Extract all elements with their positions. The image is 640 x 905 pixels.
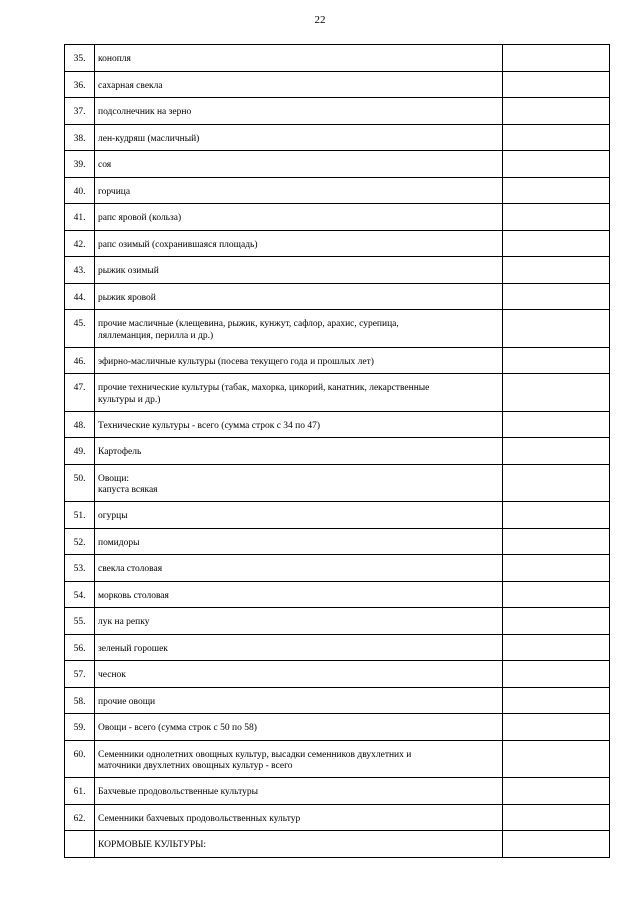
- value-cell: [503, 804, 610, 831]
- table-row: [65, 347, 610, 374]
- row-number: 42.: [65, 230, 95, 257]
- crop-name-line: рыжик яровой: [98, 292, 156, 303]
- table-row: [65, 502, 610, 529]
- table-row: [65, 374, 610, 412]
- crop-name-cell: [95, 124, 503, 151]
- crop-name-line: Бахчевые продовольственные культуры: [98, 787, 259, 797]
- value-cell: [503, 581, 610, 608]
- table-row: [65, 740, 610, 778]
- crop-name-line: рапс яровой (кольза): [98, 213, 182, 223]
- crop-name-cell: [95, 740, 503, 778]
- row-number: 43.: [65, 257, 95, 284]
- value-cell: [503, 687, 610, 714]
- crop-name-cell: [95, 464, 503, 502]
- row-number: 47.: [65, 374, 95, 412]
- table-row: [65, 45, 610, 72]
- crop-name-cell: [95, 45, 503, 72]
- table-row: [65, 124, 610, 151]
- crop-name-cell: [95, 98, 503, 125]
- row-number: 46.: [65, 347, 95, 374]
- table-row: [65, 283, 610, 310]
- table-row: [65, 687, 610, 714]
- table-row: [65, 581, 610, 608]
- value-cell: [503, 502, 610, 529]
- crop-name-cell: [95, 438, 503, 465]
- value-cell: [503, 257, 610, 284]
- crop-name-cell: [95, 347, 503, 374]
- crop-name-line: лук на репку: [98, 617, 150, 627]
- value-cell: [503, 98, 610, 125]
- row-number: 48.: [65, 411, 95, 438]
- crop-name-cell: [95, 374, 503, 412]
- crop-name-line: чеснок: [98, 670, 126, 680]
- crop-name-line: прочие овощи: [98, 696, 156, 707]
- crop-name-line: сахарная свекла: [98, 80, 163, 91]
- table-row: [65, 257, 610, 284]
- row-number: 61.: [65, 778, 95, 805]
- crop-name-line: культуры и др.): [98, 394, 161, 405]
- table-row: [65, 464, 610, 502]
- table-row: [65, 230, 610, 257]
- crop-name-cell: [95, 230, 503, 257]
- value-cell: [503, 831, 610, 858]
- row-number: 37.: [65, 98, 95, 125]
- row-number: 54.: [65, 581, 95, 608]
- value-cell: [503, 714, 610, 741]
- crop-name-cell: [95, 714, 503, 741]
- crop-name-cell: [95, 555, 503, 582]
- crop-name-cell: [95, 608, 503, 635]
- crop-name-cell: [95, 528, 503, 555]
- value-cell: [503, 230, 610, 257]
- value-cell: [503, 528, 610, 555]
- crop-name-cell: [95, 804, 503, 831]
- table-row: [65, 714, 610, 741]
- value-cell: [503, 438, 610, 465]
- table-row: [65, 831, 610, 858]
- crop-name-line: эфирно-масличные культуры (посева текущего года и прошлых лет): [98, 356, 374, 367]
- crop-name-cell: [95, 257, 503, 284]
- table-row: [65, 151, 610, 178]
- crop-name-line: конопля: [98, 54, 131, 64]
- row-number: 35.: [65, 45, 95, 72]
- table-row: [65, 71, 610, 98]
- row-number: 53.: [65, 555, 95, 582]
- table-row: [65, 528, 610, 555]
- crop-name-line: помидоры: [98, 537, 140, 548]
- row-number: 51.: [65, 502, 95, 529]
- value-cell: [503, 411, 610, 438]
- crop-name-line: капуста всякая: [98, 485, 158, 495]
- crop-name-line: маточники двухлетних овощных культур - всего: [98, 761, 293, 771]
- table-row: [65, 608, 610, 635]
- row-number: 40.: [65, 177, 95, 204]
- crop-name-cell: [95, 411, 503, 438]
- table-row: [65, 98, 610, 125]
- crop-name-line: ляллеманция, перилла и др.): [98, 330, 214, 341]
- crop-name-cell: [95, 310, 503, 348]
- crop-name-line: лен-кудряш (масличный): [98, 133, 200, 144]
- row-number: 49.: [65, 438, 95, 465]
- crop-name-cell: [95, 283, 503, 310]
- crop-name-line: прочие масличные (клещевина, рыжик, кунжут, сафлор, арахис, сурепица,: [98, 319, 399, 329]
- row-number: 36.: [65, 71, 95, 98]
- page-number: 22: [314, 14, 326, 26]
- value-cell: [503, 177, 610, 204]
- value-cell: [503, 464, 610, 502]
- table-row: [65, 634, 610, 661]
- crop-name-line: КОРМОВЫЕ КУЛЬТУРЫ:: [98, 840, 207, 850]
- crop-name-line: Технические культуры - всего (сумма строк с 34 по 47): [98, 420, 321, 431]
- value-cell: [503, 124, 610, 151]
- table-row: [65, 204, 610, 231]
- crop-name-line: Овощи:: [98, 473, 130, 484]
- crop-name-cell: [95, 634, 503, 661]
- crop-name-line: рапс озимый (сохранившаяся площадь): [98, 239, 258, 250]
- row-number: 58.: [65, 687, 95, 714]
- crop-name-line: Картофель: [98, 447, 142, 457]
- crop-name-cell: [95, 71, 503, 98]
- crop-name-cell: [95, 204, 503, 231]
- crop-name-cell: [95, 177, 503, 204]
- crop-name-line: Семенники бахчевых продовольственных культур: [98, 813, 301, 824]
- crop-name-line: прочие технические культуры (табак, махорка, цикорий, канатник, лекарственные: [98, 383, 430, 393]
- row-number: 45.: [65, 310, 95, 348]
- row-number: 62.: [65, 804, 95, 831]
- crop-name-cell: [95, 151, 503, 178]
- value-cell: [503, 204, 610, 231]
- table-row: [65, 411, 610, 438]
- crop-name-cell: [95, 831, 503, 858]
- value-cell: [503, 740, 610, 778]
- table-row: [65, 661, 610, 688]
- row-number: 50.: [65, 464, 95, 502]
- row-number: 59.: [65, 714, 95, 741]
- crop-table: [64, 44, 610, 858]
- crop-name-cell: [95, 502, 503, 529]
- row-number: 44.: [65, 283, 95, 310]
- row-number: 38.: [65, 124, 95, 151]
- table-row: [65, 555, 610, 582]
- value-cell: [503, 555, 610, 582]
- crop-name-line: зеленый горошек: [98, 643, 168, 654]
- value-cell: [503, 151, 610, 178]
- crop-name-cell: [95, 778, 503, 805]
- row-number: 55.: [65, 608, 95, 635]
- row-number: 41.: [65, 204, 95, 231]
- row-number: 52.: [65, 528, 95, 555]
- crop-name-line: горчица: [98, 186, 131, 197]
- table-row: [65, 438, 610, 465]
- crop-name-line: Овощи - всего (сумма строк с 50 по 58): [98, 723, 257, 733]
- crop-name-line: огурцы: [98, 511, 128, 521]
- table-row: [65, 804, 610, 831]
- crop-name-cell: [95, 581, 503, 608]
- crop-name-line: свекла столовая: [98, 564, 163, 574]
- value-cell: [503, 310, 610, 348]
- value-cell: [503, 45, 610, 72]
- crop-name-cell: [95, 661, 503, 688]
- row-number: 56.: [65, 634, 95, 661]
- crop-name-cell: [95, 687, 503, 714]
- value-cell: [503, 374, 610, 412]
- row-number: 39.: [65, 151, 95, 178]
- row-number: [65, 831, 95, 858]
- crop-name-line: морковь столовая: [98, 590, 169, 601]
- table-row: [65, 177, 610, 204]
- value-cell: [503, 608, 610, 635]
- table-row: [65, 778, 610, 805]
- row-number: 60.: [65, 740, 95, 778]
- table-row: [65, 310, 610, 348]
- value-cell: [503, 347, 610, 374]
- value-cell: [503, 778, 610, 805]
- value-cell: [503, 71, 610, 98]
- value-cell: [503, 661, 610, 688]
- row-number: 57.: [65, 661, 95, 688]
- crop-name-line: рыжик озимый: [98, 266, 159, 276]
- crop-table-body: [65, 45, 610, 858]
- value-cell: [503, 283, 610, 310]
- crop-name-line: соя: [98, 160, 112, 170]
- crop-name-line: подсолнечник на зерно: [98, 107, 192, 117]
- crop-name-line: Семенники однолетних овощных культур, высадки семенников двухлетних и: [98, 749, 412, 760]
- value-cell: [503, 634, 610, 661]
